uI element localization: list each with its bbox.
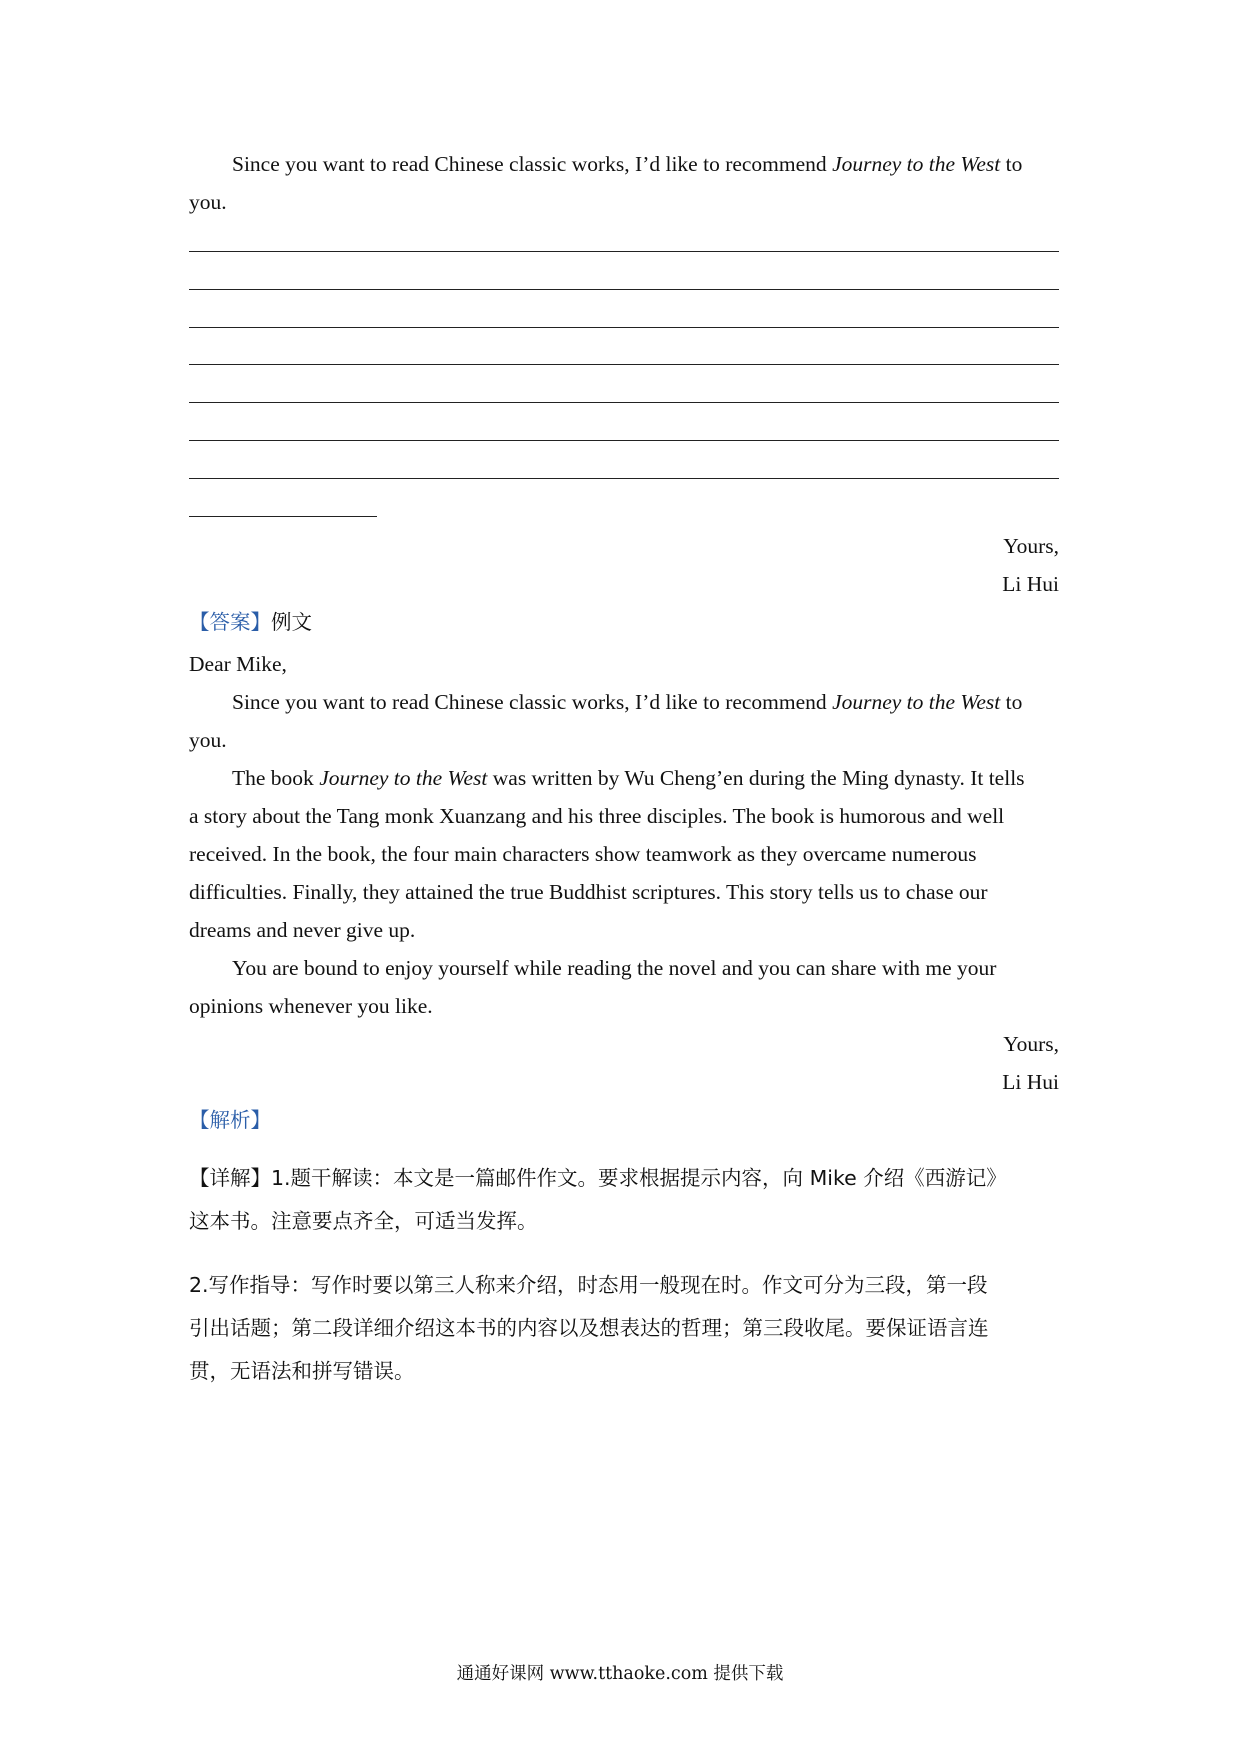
letter-p2-book-title: Journey to the West [319, 766, 488, 790]
detail-line1 [189, 1157, 1059, 1200]
answer-tag: 【答案】 [189, 610, 271, 634]
letter-p2-text-a: The book [232, 766, 320, 790]
prompt-intro-text-b: to [1000, 152, 1023, 176]
letter-p3-line1: You are bound to enjoy yourself while reading the novel and you can share with me your [232, 956, 997, 980]
detail-line2: 这本书。注意要点齐全，可适当发挥。 [189, 1209, 538, 1233]
page-footer: 通通好课网 www.tthaoke.com 提供下载 [456, 1664, 784, 1684]
letter-p1-book-title: Journey to the West [832, 690, 1001, 714]
letter-p2-line2: a story about the Tang monk Xuanzang and his three disciples. The book is humorous and well [189, 804, 1005, 828]
detail-tag: 【详解】 [189, 1166, 271, 1190]
detail-text-1: 1.题干解读：本文是一篇邮件作文。要求根据提示内容，向 Mike 介绍《西游记》 [271, 1166, 1007, 1190]
writing-line [189, 440, 1059, 441]
analysis-tag: 【解析】 [189, 1108, 271, 1132]
letter-greeting: Dear Mike, [189, 652, 287, 676]
letter-p2-line1 [189, 759, 1102, 797]
letter-signature: Li Hui [1002, 1070, 1059, 1094]
prompt-book-title: Journey to the West [832, 152, 1001, 176]
guide-line1: 2.写作指导：写作时要以第三人称来介绍，时态用一般现在时。作文可分为三段，第一段 [189, 1273, 988, 1297]
letter-p1-text-b: to [1000, 690, 1023, 714]
writing-line [189, 364, 1059, 365]
writing-line [189, 402, 1059, 403]
writing-line [189, 289, 1059, 290]
writing-line [189, 478, 1059, 479]
prompt-intro-line2: you. [189, 190, 227, 214]
letter-p2-text-b: was written by Wu Cheng’en during the Ming dynasty. It tells [487, 766, 1025, 790]
writing-line [189, 251, 1059, 252]
letter-p1-line2: you. [189, 728, 227, 752]
letter-p3-line2: opinions whenever you like. [189, 994, 433, 1018]
prompt-closing: Yours, [1003, 534, 1059, 558]
letter-p2-line3: received. In the book, the four main characters show teamwork as they overcame numerous [189, 842, 977, 866]
writing-line-short [189, 516, 377, 517]
writing-line [189, 327, 1059, 328]
letter-p1-text-a: Since you want to read Chinese classic works, I’d like to recommend [232, 690, 833, 714]
letter-closing: Yours, [1003, 1032, 1059, 1056]
answer-tag-suffix: 例文 [271, 610, 312, 634]
letter-p1-line1 [189, 683, 1102, 721]
letter-p2-line5: dreams and never give up. [189, 918, 416, 942]
answer-heading [189, 603, 1059, 641]
guide-line3: 贯，无语法和拼写错误。 [189, 1359, 415, 1383]
prompt-signature: Li Hui [1002, 572, 1059, 596]
guide-line2: 引出话题；第二段详细介绍这本书的内容以及想表达的哲理；第三段收尾。要保证语言连 [189, 1316, 989, 1340]
prompt-intro-text-a: Since you want to read Chinese classic works, I’d like to recommend [232, 152, 833, 176]
prompt-intro-line1 [189, 145, 1102, 183]
letter-p2-line4: difficulties. Finally, they attained the true Buddhist scriptures. This story tells us to chase our [189, 880, 988, 904]
